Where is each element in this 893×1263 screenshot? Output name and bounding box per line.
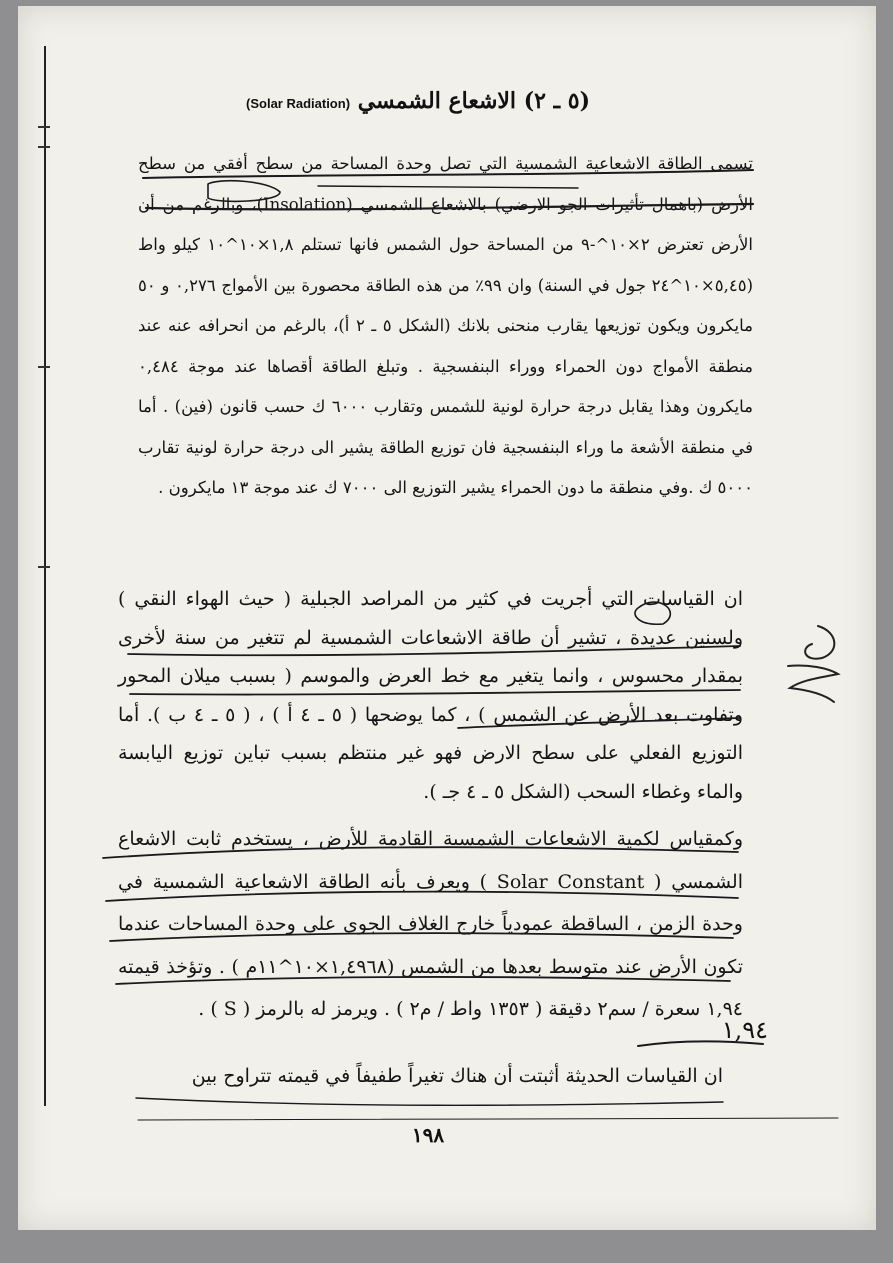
heading-arabic: الاشعاع الشمسي (357, 88, 517, 114)
section-heading (118, 88, 718, 114)
paragraph-4: ان القياسات الحديثة أثبتت أن هناك تغيراً طفيفاً في قيمته تتراوح بين (191, 1065, 723, 1087)
heading-latin: (Solar Radiation) (246, 96, 351, 111)
margin-signature-icon (778, 618, 848, 708)
heading-number: (٥ ـ ٢) (523, 88, 590, 114)
binding-mark (38, 366, 50, 368)
page-number: ١٩٨ (411, 1123, 445, 1147)
binding-mark (38, 126, 50, 128)
binding-mark (38, 146, 50, 148)
paragraph-2: ان القياسات التي أجريت في كثير من المراصد الجبلية ( حيث الهواء النقي ) ولسنين عديدة ، تشير أن طاقة الاشعاعات الشمسية لم تتغير من سنة لأخرى بمقدار محسوس ، وانما يتغير مع خط العرض والموسم ( بسبب ميلان المحور وتفاوت بعد الأرض عن الشمس ) ، كما يوضحها ( ٥ ـ ٤ أ ) ، ( ٥ ـ ٤ ب ). أما التوزيع الفعلي على سطح الارض فهو غير منتظم بسبب تباين توزيع اليابسة والماء وغطاء السحب (الشكل ٥ ـ ٤ جـ ). (118, 588, 743, 803)
binding-line (44, 46, 46, 1106)
paragraph-3: وكمقياس لكمية الاشعاعات الشمسية القادمة للأرض ، يستخدم ثابت الاشعاع الشمسي ( Solar Constant ) ويعرف بأنه الطاقة الاشعاعية الشمسية في وحدة الزمن ، الساقطة عمودياً خارج الغلاف الجوي على وحدة المساحات عندما تكون الأرض عند متوسط بعدها من الشمس (١,٤٩٦٨×١٠^١١م ) . وتؤخذ قيمته ١,٩٤ سعرة / سم٢ دقيقة ( ١٣٥٣ واط / م٢ ) . ويرمز له بالرمز ( S ) . (118, 828, 744, 1020)
binding-mark (38, 566, 50, 568)
handwritten-note: ١,٩٤ (721, 1016, 768, 1044)
paragraph-1: تسمى الطاقة الاشعاعية الشمسية التي تصل وحدة المساحة من سطح أفقي من سطح الأرض (باهمال تأثيرات الجو الارضي) بالاشعاع الشمسي (Insolation)، وبالرغم من أن الأرض تعترض ٢×١٠^-٩ من المساحة حول الشمس فانها تستلم ١,٨×١٠^١٠ كيلو واط (٥,٤٥×١٠^٢٤ جول في السنة) وان ٩٩٪ من هذه الطاقة محصورة بين الأمواج ٠,٢٧٦ و ٥٠ مايكرون ويكون توزيعها يقارب منحنى بلانك (الشكل ٥ ـ ٢ أ)، بالرغم من انحرافه عنه عند منطقة الأمواج دون الحمراء ووراء البنفسجية . وتبلغ الطاقة أقصاها عند موجة ٠,٤٨٤ مايكرون وهذا يقابل درجة حرارة لونية للشمس وتقارب ٦٠٠٠ ك حسب قانون (فين) . أما في منطقة الأشعة ما وراء البنفسجية فان توزيع الطاقة يشير الى درجة حرارة لونية تقارب ٥٠٠٠ ك .وفي منطقة ما دون الحمراء يشير التوزيع الى ٧٠٠٠ ك عند موجة ١٣ مايكرون . (138, 154, 754, 497)
document-page (18, 6, 876, 1230)
